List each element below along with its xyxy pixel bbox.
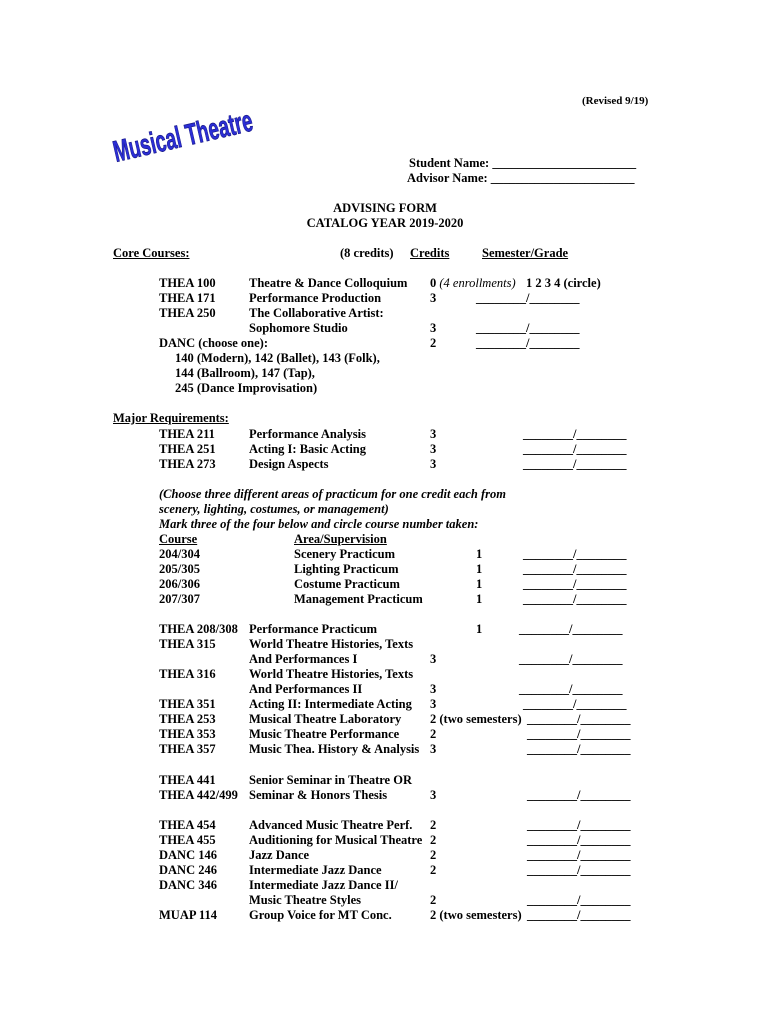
semester-grade-blank[interactable]: ________/________ [519,622,623,636]
course-title: World Theatre Histories, Texts [249,667,414,681]
course-credit: 2 [430,893,437,907]
core-credits-note: (8 credits) [340,246,394,260]
semester-grade-blank[interactable]: ________/________ [476,321,580,335]
practicum-area: Costume Practicum [294,577,400,591]
course-credit: 2 [430,336,437,350]
semester-grade-blank[interactable]: ________/________ [523,442,627,456]
course-code: THEA 351 [159,697,216,711]
course-credit: 3 [430,427,437,441]
course-code: THEA 171 [159,291,216,305]
course-title: Sophomore Studio [249,321,348,335]
course-title: Musical Theatre Laboratory [249,712,402,726]
course-code: DANC 146 [159,848,217,862]
course-title: Performance Practicum [249,622,378,636]
semester-grade-blank[interactable]: ________/________ [523,592,627,606]
course-credit: 3 [430,291,437,305]
course-title: Acting II: Intermediate Acting [249,697,412,711]
course-title: Acting I: Basic Acting [249,442,367,456]
semester-grade-blank[interactable]: ________/________ [523,562,627,576]
course-title: And Performances II [249,682,363,696]
course-title: Advanced Music Theatre Perf. [249,818,413,832]
semester-grade-blank[interactable]: ________/________ [519,682,623,696]
course-code: THEA 208/308 [159,622,238,636]
course-title: Music Theatre Performance [249,727,400,741]
area-supervision-header: Area/Supervision [294,532,387,546]
course-title: The Collaborative Artist: [249,306,384,320]
course-title: Music Thea. History & Analysis [249,742,420,756]
course-credit: 2 [430,863,437,877]
practicum-course-number[interactable]: 206/306 [159,577,200,591]
semester-grade-blank[interactable]: ________/________ [527,727,631,741]
course-title: And Performances I [249,652,358,666]
course-code: THEA 251 [159,442,216,456]
danc-option-line: 144 (Ballroom), 147 (Tap), [175,366,315,380]
course-credit: 2 [430,848,437,862]
semester-grade-blank[interactable]: ________/________ [527,742,631,756]
course-code: THEA 253 [159,712,216,726]
student-name-field[interactable]: Student Name: _______________________ [409,156,637,170]
circle-enrollment-options[interactable]: 1 2 3 4 (circle) [526,276,601,290]
form-title: ADVISING FORM [333,201,437,215]
course-title: Design Aspects [249,457,329,471]
course-code: DANC 346 [159,878,217,892]
course-credit: 3 [430,697,437,711]
semester-grade-blank[interactable]: ________/________ [523,457,627,471]
course-credit: 3 [430,442,437,456]
danc-option-line: 245 (Dance Improvisation) [175,381,318,395]
practicum-course-number[interactable]: 204/304 [159,547,200,561]
danc-choice-label: DANC (choose one): [159,336,269,350]
semester-grade-blank[interactable]: ________/________ [523,427,627,441]
practicum-instructions: Mark three of the four below and circle course number taken: [159,517,479,531]
course-code: THEA 357 [159,742,216,756]
semester-grade-blank[interactable]: ________/________ [527,863,631,877]
course-credit: 1 [476,547,483,561]
practicum-course-number[interactable]: 207/307 [159,592,200,606]
course-code: DANC 246 [159,863,217,877]
course-title: World Theatre Histories, Texts [249,637,414,651]
course-title: Theatre & Dance Colloquium [249,276,408,290]
course-code: THEA 454 [159,818,216,832]
course-credit: 0 (4 enrollments) [430,276,516,290]
semester-grade-blank[interactable]: ________/________ [527,818,631,832]
course-code: THEA 273 [159,457,216,471]
semester-grade-blank[interactable]: ________/________ [523,697,627,711]
course-credit: 1 [476,592,483,606]
semester-grade-blank[interactable]: ________/________ [523,577,627,591]
semester-grade-blank[interactable]: ________/________ [527,848,631,862]
course-code: THEA 442/499 [159,788,238,802]
semester-grade-blank[interactable]: ________/________ [527,788,631,802]
course-code: THEA 250 [159,306,216,320]
semester-grade-blank[interactable]: ________/________ [519,652,623,666]
course-credit: 2 [430,727,437,741]
revision-date: (Revised 9/19) [582,95,649,107]
course-code: THEA 100 [159,276,216,290]
semester-grade-blank[interactable]: ________/________ [527,908,631,922]
practicum-area: Management Practicum [294,592,423,606]
course-title: Senior Seminar in Theatre OR [249,773,412,787]
core-courses-heading: Core Courses: [113,246,190,260]
semester-grade-blank[interactable]: ________/________ [527,833,631,847]
course-credit: 3 [430,742,437,756]
course-title: Auditioning for Musical Theatre [249,833,423,847]
course-credit: 3 [430,457,437,471]
course-title: Performance Analysis [249,427,366,441]
musical-theatre-logo [110,85,339,172]
course-credit: 1 [476,577,483,591]
practicum-area: Scenery Practicum [294,547,396,561]
course-code: THEA 316 [159,667,216,681]
advisor-name-field[interactable]: Advisor Name: _______________________ [407,171,635,185]
semester-grade-header: Semester/Grade [482,246,569,260]
course-code: THEA 455 [159,833,216,847]
course-code: MUAP 114 [159,908,217,922]
danc-option-line: 140 (Modern), 142 (Ballet), 143 (Folk), [175,351,380,365]
course-title: Intermediate Jazz Dance [249,863,382,877]
practicum-instructions: scenery, lighting, costumes, or management) [159,502,389,516]
major-requirements-heading: Major Requirements: [113,411,229,425]
course-credit: 3 [430,788,437,802]
course-title: Jazz Dance [249,848,310,862]
enrollments-note: (4 enrollments) [439,276,516,290]
practicum-instructions: (Choose three different areas of practicum for one credit each from [159,487,506,501]
course-credit: 2 [430,818,437,832]
semester-grade-blank[interactable]: ________/________ [476,291,580,305]
course-code: THEA 315 [159,637,216,651]
course-code: THEA 353 [159,727,216,741]
course-credit: 1 [476,562,483,576]
course-title: Seminar & Honors Thesis [249,788,388,802]
course-code: THEA 441 [159,773,216,787]
practicum-course-number[interactable]: 205/305 [159,562,200,576]
course-credit: 3 [430,652,437,666]
credits-column-header: Credits [410,246,450,260]
semester-grade-blank[interactable]: ________/________ [476,336,580,350]
course-credit: 2 (two semesters) [430,712,522,726]
course-credit: 3 [430,321,437,335]
course-credit: 2 (two semesters) [430,908,522,922]
practicum-area: Lighting Practicum [294,562,399,576]
svg-text:Musical Theatre: Musical Theatre [110,85,339,169]
course-credit: 1 [476,622,483,636]
course-code: THEA 211 [159,427,215,441]
course-column-header: Course [159,532,198,546]
catalog-year: CATALOG YEAR 2019-2020 [306,216,464,230]
semester-grade-blank[interactable]: ________/________ [527,712,631,726]
course-title: Intermediate Jazz Dance II/ [249,878,398,892]
semester-grade-blank[interactable]: ________/________ [527,893,631,907]
course-title: Performance Production [249,291,382,305]
course-title: Group Voice for MT Conc. [249,908,392,922]
course-credit: 2 [430,833,437,847]
course-title: Music Theatre Styles [249,893,362,907]
course-credit: 3 [430,682,437,696]
semester-grade-blank[interactable]: ________/________ [523,547,627,561]
